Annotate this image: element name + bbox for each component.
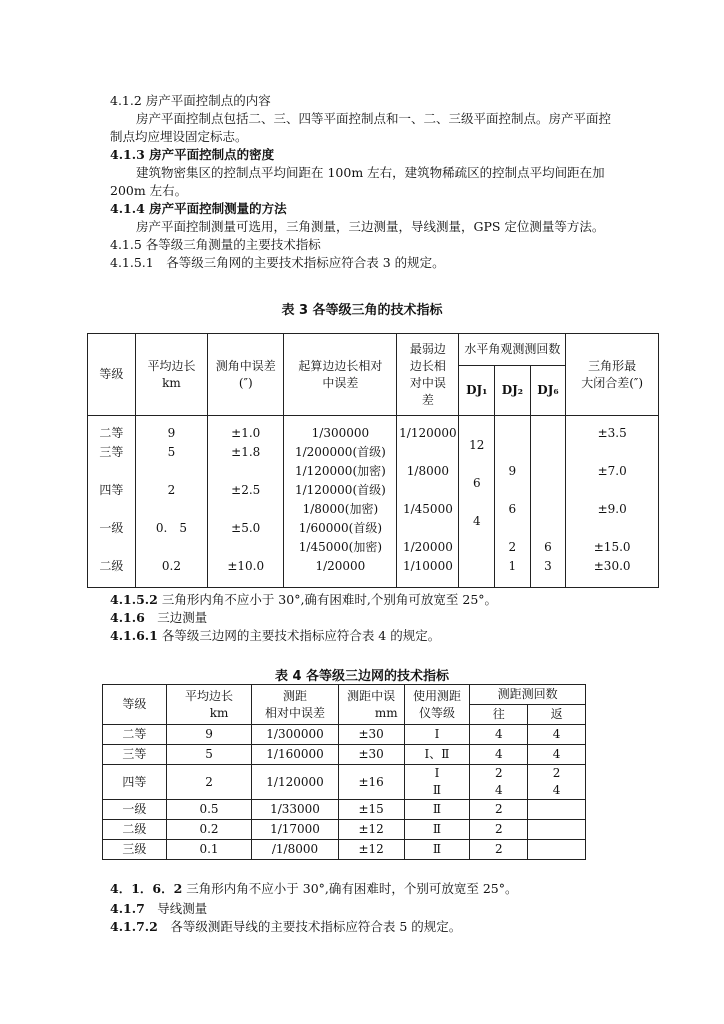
- table-cell-line: 1: [508, 559, 517, 573]
- t3-col-dj6: [530, 416, 566, 588]
- t3-col-tri: [566, 416, 659, 588]
- t3-h-grade: 等级: [88, 334, 136, 416]
- table-cell-line: [495, 443, 530, 462]
- t4-cell-back: 4: [528, 745, 586, 765]
- paragraph-line: 4.1.5.1 各等级三角网的主要技术指标应符合表 3 的规定。: [110, 255, 445, 270]
- t4-cell-err: ±16: [338, 765, 404, 800]
- table-cell-line: [208, 500, 283, 519]
- t4-cell-side: 9: [166, 725, 252, 745]
- t4-cell-grade: 三级: [103, 840, 167, 860]
- table-cell-line: 一级: [99, 521, 124, 535]
- t4-cell-dist: /1/8000: [252, 840, 338, 860]
- t4-cell-side: 0.1: [166, 840, 252, 860]
- table-cell-line: [531, 443, 566, 462]
- t4-cell-go: 2: [470, 840, 528, 860]
- paragraph-line: 4.1.5 各等级三角测量的主要技术指标: [110, 237, 321, 252]
- t4-cell-back: [528, 820, 586, 840]
- text-run: 4.1.7.2: [110, 919, 158, 934]
- t4-cell-back: 4: [528, 725, 586, 745]
- paragraph-line: [110, 919, 461, 935]
- table-cell-line: 9: [508, 464, 517, 478]
- t4-cell-back: [528, 840, 586, 860]
- text-run: 各等级三边网的主要技术指标应符合表 4 的规定。: [157, 628, 441, 643]
- t4-cell-side: 0.5: [166, 800, 252, 820]
- table-cell-line: [136, 500, 207, 519]
- table-cell-line: 1/60000(首级): [298, 521, 382, 535]
- table-cell-line: [136, 462, 207, 481]
- table-cell-line: 1/120000(加密): [294, 464, 386, 478]
- table-cell-line: 1/200000(首级): [294, 445, 386, 459]
- t3-h-dj1: DJ₁: [459, 366, 495, 416]
- t3-h-weak: 最弱边 边长相 对中误 差: [397, 334, 459, 416]
- t3-h-dj6: DJ₆: [530, 366, 566, 416]
- t4-cell-inst: Ⅱ: [404, 840, 470, 860]
- table-cell-line: [531, 519, 566, 538]
- t3-h-angle: 测角中误差 (″): [208, 334, 284, 416]
- t4-cell-side: 2: [166, 765, 252, 800]
- t3-col-dj1: 12 6 4: [459, 416, 495, 588]
- table-row: [103, 800, 586, 820]
- table-cell-line: 二级: [99, 559, 124, 573]
- table-cell-line: 1/45000: [402, 502, 453, 516]
- paragraph-line: [110, 610, 207, 626]
- t4-cell-inst: Ⅰ、Ⅱ: [404, 745, 470, 765]
- t3-h-tri: 三角形最 大闭合差(″): [566, 334, 659, 416]
- t4-cell-grade: 二级: [103, 820, 167, 840]
- t4-h-go: 往: [470, 705, 528, 725]
- t4-cell-dist: 1/160000: [252, 745, 338, 765]
- text-run: 导线测量: [144, 901, 208, 916]
- paragraph-line: 房产平面控制测量可选用，三角测量，三边测量，导线测量，GPS 定位测量等方法。: [136, 219, 605, 234]
- table-cell-line: [566, 443, 658, 462]
- table-row: [103, 745, 586, 765]
- table-cell-line: 1/10000: [402, 559, 453, 573]
- t4-cell-dist: 1/300000: [252, 725, 338, 745]
- table-cell-line: 5: [167, 445, 176, 459]
- table-cell-line: [531, 500, 566, 519]
- table-cell-line: [88, 538, 135, 557]
- t4-cell-inst: Ⅱ: [404, 800, 470, 820]
- table-cell-line: 三等: [99, 445, 124, 459]
- table-cell-line: ±1.8: [231, 445, 261, 459]
- paragraph-line: 建筑物密集区的控制点平均间距在 100m 左右，建筑物稀疏区的控制点平均间距在加: [136, 165, 605, 180]
- table-cell-line: [531, 424, 566, 443]
- table-cell-line: [566, 481, 658, 500]
- table-cell-line: [397, 519, 458, 538]
- t4-h-inst: 使用测距 仪等级: [404, 685, 470, 725]
- table-row: [103, 725, 586, 745]
- table-cell-line: 0.2: [161, 559, 181, 573]
- t4-h-grade: 等级: [103, 685, 167, 725]
- t3-h-obs: 水平角观测测回数: [459, 334, 566, 366]
- paragraph-line: [110, 901, 207, 917]
- text-run: 各等级测距导线的主要技术指标应符合表 5 的规定。: [157, 919, 462, 934]
- t4-h-back: 返: [528, 705, 586, 725]
- table-cell-line: [88, 462, 135, 481]
- table-cell-line: 2: [508, 540, 517, 554]
- table-cell-line: ±30.0: [593, 559, 631, 573]
- t4-cell-go: 2: [470, 820, 528, 840]
- text-run: 4.1.5.2: [110, 592, 158, 607]
- table-cell-line: ±9.0: [597, 502, 627, 516]
- table-cell-line: 1/120000: [399, 426, 457, 440]
- table-cell-line: [88, 500, 135, 519]
- table-cell-line: 6: [508, 502, 517, 516]
- t3-h-side: 平均边长 km: [135, 334, 207, 416]
- table4-caption: 表 4 各等级三边网的技术指标: [274, 669, 450, 684]
- t3-col-start: [284, 416, 397, 588]
- paragraph-line: 房产平面控制点包括二、三、四等平面控制点和一、二、三级平面控制点。房产平面控: [136, 111, 612, 126]
- table-row: [103, 840, 586, 860]
- t4-cell-go: 4: [470, 745, 528, 765]
- table-cell-line: 3: [544, 559, 552, 573]
- t4-cell-grade: 四等: [103, 765, 167, 800]
- table-cell-line: ±2.5: [231, 483, 261, 497]
- table3-caption: 表 3 各等级三角的技术指标: [281, 303, 443, 318]
- paragraph-line: 4.1.2 房产平面控制点的内容: [110, 93, 271, 108]
- table-cell-line: ±3.5: [597, 426, 627, 440]
- table-cell-line: ±10.0: [227, 559, 265, 573]
- t3-h-start: 起算边边长相对 中误差: [284, 334, 397, 416]
- t4-cell-back: [528, 800, 586, 820]
- t4-cell-err: ±15: [338, 800, 404, 820]
- table-cell-line: 0. 5: [155, 521, 187, 535]
- table-cell-line: 1/8000(加密): [302, 502, 379, 516]
- t4-cell-inst: Ⅰ: [404, 725, 470, 745]
- t4-cell-grade: 三等: [103, 745, 167, 765]
- table-cell-line: ±7.0: [597, 464, 627, 478]
- text-run: 4.1.7: [110, 901, 145, 916]
- table-cell-line: ±5.0: [231, 521, 261, 535]
- t3-col-grade: [88, 416, 136, 588]
- t3-col-weak: [397, 416, 459, 588]
- table-cell-line: [208, 538, 283, 557]
- table-row: [103, 820, 586, 840]
- table-cell-line: 1/300000: [311, 426, 370, 440]
- table-cell-line: 1/8000: [406, 464, 450, 478]
- paragraph-line: 4.1.4 房产平面控制测量的方法: [110, 201, 287, 216]
- table-cell-line: 9: [167, 426, 176, 440]
- table4-trilateration: [102, 684, 586, 860]
- t4-cell-dist: 1/17000: [252, 820, 338, 840]
- table-cell-line: 1/20000: [402, 540, 453, 554]
- table-cell-line: 6: [544, 540, 552, 554]
- t4-cell-err: ±30: [338, 725, 404, 745]
- t4-cell-grade: 一级: [103, 800, 167, 820]
- t4-cell-inst: Ⅱ: [404, 820, 470, 840]
- paragraph-line: [110, 628, 440, 644]
- table-cell-line: [495, 424, 530, 443]
- t4-cell-grade: 二等: [103, 725, 167, 745]
- t4-cell-side: 5: [166, 745, 252, 765]
- text-run: 三边测量: [144, 610, 208, 625]
- t4-h-err: 测距中误 mm: [338, 685, 404, 725]
- table-cell-line: [531, 481, 566, 500]
- table-cell-line: [397, 481, 458, 500]
- t4-h-dist: 测距 相对中误差: [252, 685, 338, 725]
- t4-cell-go: 4: [470, 725, 528, 745]
- table-cell-line: 2: [167, 483, 176, 497]
- paragraph-line: [110, 592, 497, 608]
- table-cell-line: [397, 443, 458, 462]
- t3-col-angle: [208, 416, 284, 588]
- text-run: 三角形内角不应小于 30°,确有困难时,个别角可放宽至 25°。: [157, 592, 498, 607]
- text-run: 4.1.6.1: [110, 628, 158, 643]
- t4-cell-go: 2: [470, 800, 528, 820]
- t4-cell-back: 2 4: [528, 765, 586, 800]
- table-cell-line: [495, 519, 530, 538]
- table-cell-line: 四等: [99, 483, 124, 497]
- t4-cell-dist: 1/120000: [252, 765, 338, 800]
- text-run: 4.1.6: [110, 610, 145, 625]
- table-cell-line: [495, 481, 530, 500]
- t4-cell-side: 0.2: [166, 820, 252, 840]
- table-cell-line: [566, 519, 658, 538]
- paragraph-line: 制点均应埋设固定标志。: [110, 129, 248, 144]
- table-cell-line: [208, 462, 283, 481]
- table-cell-line: ±15.0: [593, 540, 631, 554]
- t4-cell-err: ±12: [338, 820, 404, 840]
- t4-cell-dist: 1/33000: [252, 800, 338, 820]
- table-cell-line: 1/20000: [315, 559, 366, 573]
- table-cell-line: 1/45000(加密): [298, 540, 382, 554]
- paragraph-line: [110, 881, 518, 897]
- t4-h-times: 测距测回数: [470, 685, 586, 705]
- t4-h-side: 平均边长 km: [166, 685, 252, 725]
- paragraph-line: 200m 左右。: [110, 183, 188, 198]
- paragraph-line: 4.1.3 房产平面控制点的密度: [110, 147, 275, 162]
- t4-cell-go: 2 4: [470, 765, 528, 800]
- table3-triangulation: [87, 333, 659, 588]
- table-cell-line: 二等: [99, 426, 124, 440]
- table-cell-line: 1/120000(首级): [294, 483, 386, 497]
- table-cell-line: [136, 538, 207, 557]
- t4-cell-inst: Ⅰ Ⅱ: [404, 765, 470, 800]
- t3-col-dj2: [495, 416, 531, 588]
- text-run: 三角形内角不应小于 30°,确有困难时，个别可放宽至 25°。: [182, 881, 518, 896]
- text-run: 4．1．6．2: [110, 881, 183, 896]
- t4-cell-err: ±30: [338, 745, 404, 765]
- table-cell-line: [531, 462, 566, 481]
- t3-col-side: [135, 416, 207, 588]
- table-cell-line: ±1.0: [231, 426, 261, 440]
- t3-h-dj2: DJ₂: [495, 366, 531, 416]
- t4-cell-err: ±12: [338, 840, 404, 860]
